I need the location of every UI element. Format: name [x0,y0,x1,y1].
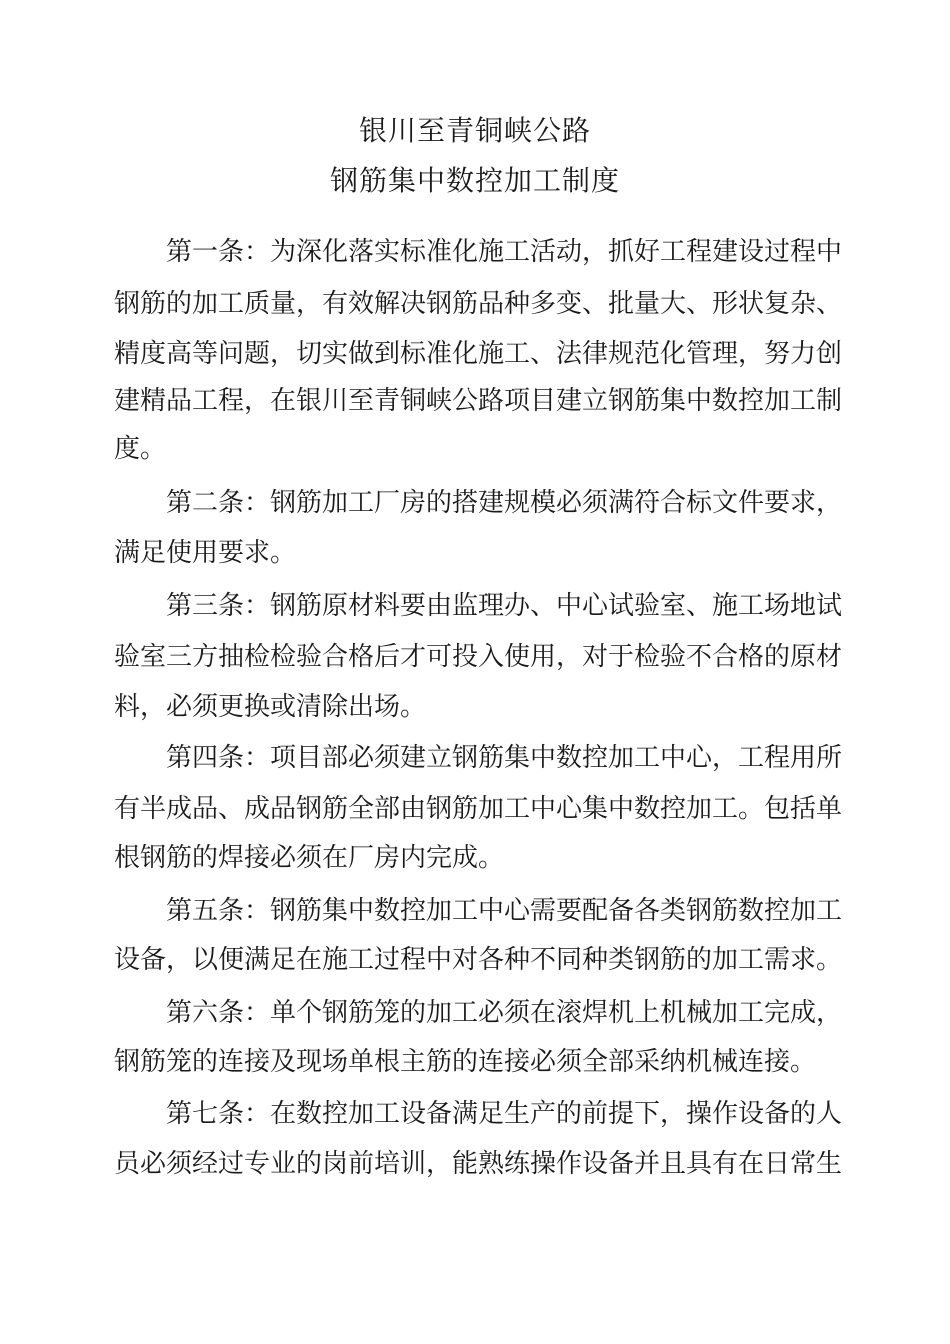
article-6-line-2: 钢筋笼的连接及现场单根主筋的连接必须全部采纳机械连接。 [114,1047,817,1077]
article-1-line-1: 第一条：为深化落实标准化施工活动，抓好工程建设过程中 [166,237,843,267]
article-5-line-1: 第五条：钢筋集中数控加工中心需要配备各类钢筋数控加工 [166,896,843,926]
article-7-line-1: 第七条：在数控加工设备满足生产的前提下，操作设备的人 [166,1099,843,1129]
article-7-line-2: 员必须经过专业的岗前培训，能熟练操作设备并且具有在日常生 [114,1149,843,1179]
article-3-line-1: 第三条：钢筋原材料要由监理办、中心试验室、施工场地试 [166,591,843,621]
article-1-line-4: 建精品工程，在银川至青铜峡公路项目建立钢筋集中数控加工制 [114,386,843,416]
article-2-line-1: 第二条：钢筋加工厂房的搭建规模必须满符合标文件要求， [166,488,843,518]
document-title-line-2: 钢筋集中数控加工制度 [329,164,620,197]
document-title-line-1: 银川至青铜峡公路 [358,114,591,147]
article-4-line-1: 第四条：项目部必须建立钢筋集中数控加工中心，工程用所 [166,743,843,773]
article-1-line-2: 钢筋的加工质量，有效解决钢筋品种多变、批量大、形状复杂、 [114,289,843,319]
article-5-line-2: 设备，以便满足在施工过程中对各种不同种类钢筋的加工需求。 [114,945,843,975]
article-6-line-1: 第六条：单个钢筋笼的加工必须在滚焊机上机械加工完成， [166,998,843,1028]
article-4-line-2: 有半成品、成品钢筋全部由钢筋加工中心集中数控加工。包括单 [114,794,843,824]
article-3-line-2: 验室三方抽检检验合格后才可投入使用，对于检验不合格的原材 [114,642,843,672]
article-3-line-3: 料，必须更换或清除出场。 [114,692,427,722]
article-4-line-3: 根钢筋的焊接必须在厂房内完成。 [114,843,505,873]
article-1-line-3: 精度高等问题，切实做到标准化施工、法律规范化管理，努力创 [114,339,843,369]
article-2-line-2: 满足使用要求。 [114,538,297,568]
article-1-line-5: 度。 [114,434,167,464]
